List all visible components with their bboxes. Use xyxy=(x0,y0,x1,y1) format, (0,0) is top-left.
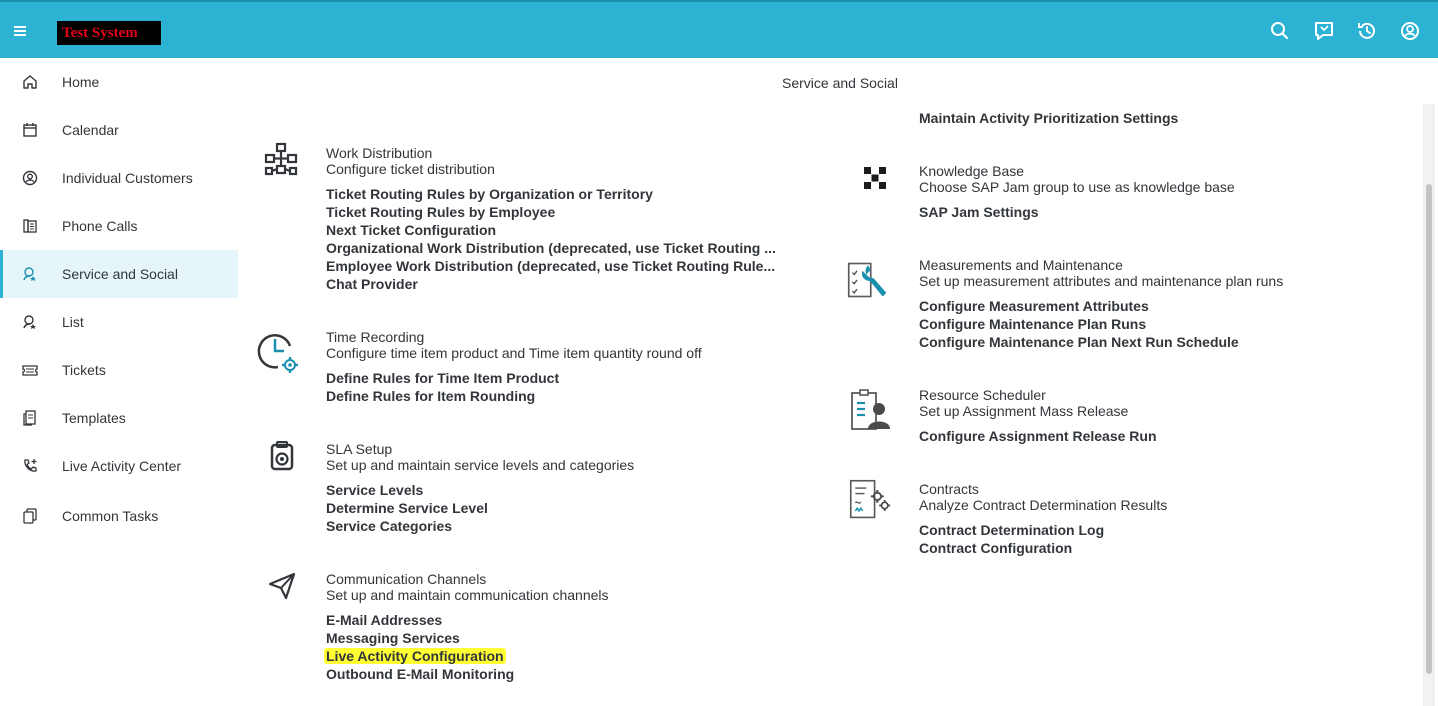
sidebar-item-label: Common Tasks xyxy=(62,508,159,524)
templates-icon xyxy=(21,409,39,427)
sidebar-item-label: Templates xyxy=(62,410,126,426)
link-time-item-product[interactable]: Define Rules for Time Item Product xyxy=(326,370,560,386)
sidebar-item-common-tasks[interactable] xyxy=(0,492,238,540)
section-subtitle: Analyze Contract Determination Results xyxy=(919,497,1168,513)
section-subtitle: Set up measurement attributes and maintenance plan runs xyxy=(919,273,1284,289)
link-ticket-routing-org[interactable]: Ticket Routing Rules by Organization or Territory xyxy=(326,186,653,202)
link-org-work-distribution[interactable]: Organizational Work Distribution (deprecated, use Ticket Routing ... xyxy=(326,240,776,256)
ticket-icon xyxy=(21,361,39,379)
sla-icon xyxy=(260,436,304,480)
paper-plane-icon xyxy=(260,564,304,608)
link-maintenance-plan-schedule[interactable]: Configure Maintenance Plan Next Run Schedule xyxy=(919,334,1239,350)
link-messaging-services[interactable]: Messaging Services xyxy=(326,630,460,646)
section-title-work-distribution: Work Distribution xyxy=(326,145,433,161)
link-next-ticket-config[interactable]: Next Ticket Configuration xyxy=(326,222,497,238)
section-subtitle: Choose SAP Jam group to use as knowledge base xyxy=(919,179,1235,195)
sidebar-item-templates[interactable] xyxy=(0,394,238,442)
link-live-activity-configuration[interactable]: Live Activity Configuration xyxy=(326,648,504,664)
sidebar-item-label: Home xyxy=(62,74,100,90)
link-assignment-release-run[interactable]: Configure Assignment Release Run xyxy=(919,428,1157,444)
shell-header xyxy=(0,0,1438,58)
list-icon xyxy=(21,313,39,331)
link-chat-provider[interactable]: Chat Provider xyxy=(326,276,418,292)
contract-icon xyxy=(848,478,892,522)
history-icon[interactable] xyxy=(1356,20,1378,42)
link-service-categories[interactable]: Service Categories xyxy=(326,518,453,534)
network-icon xyxy=(260,140,304,184)
sidebar-item-label: Tickets xyxy=(62,362,106,378)
sidebar-item-home[interactable] xyxy=(0,58,238,106)
section-subtitle: Set up and maintain communication channels xyxy=(326,587,609,603)
link-maintenance-plan-runs[interactable]: Configure Maintenance Plan Runs xyxy=(919,316,1147,332)
sidebar-item-label: Live Activity Center xyxy=(62,458,182,474)
phone-calls-icon xyxy=(21,217,39,235)
link-outbound-email-monitoring[interactable]: Outbound E-Mail Monitoring xyxy=(326,666,515,682)
sidebar-item-phone-calls[interactable] xyxy=(0,202,238,250)
section-subtitle: Configure ticket distribution xyxy=(326,161,495,177)
section-title-time-recording: Time Recording xyxy=(326,329,425,345)
section-title-contracts: Contracts xyxy=(919,481,979,497)
wrench-clipboard-icon xyxy=(846,258,890,302)
link-contract-determination-log[interactable]: Contract Determination Log xyxy=(919,522,1105,538)
clock-settings-icon xyxy=(254,329,298,373)
section-title-sla-setup: SLA Setup xyxy=(326,441,393,457)
sidebar xyxy=(0,58,238,706)
sidebar-item-live-activity-center[interactable] xyxy=(0,442,238,490)
section-title-communication-channels: Communication Channels xyxy=(326,571,487,587)
section-subtitle: Configure time item product and Time item quantity round off xyxy=(326,345,702,361)
sidebar-item-tickets[interactable] xyxy=(0,346,238,394)
link-item-rounding[interactable]: Define Rules for Item Rounding xyxy=(326,388,536,404)
sidebar-item-calendar[interactable] xyxy=(0,106,238,154)
section-title-resource-scheduler: Resource Scheduler xyxy=(919,387,1046,403)
link-service-levels[interactable]: Service Levels xyxy=(326,482,424,498)
sidebar-item-label: Calendar xyxy=(62,122,119,138)
search-icon[interactable] xyxy=(1269,20,1291,42)
sidebar-item-individual-customers[interactable] xyxy=(0,154,238,202)
feedback-icon[interactable] xyxy=(1313,20,1335,42)
sidebar-item-label: List xyxy=(62,314,84,330)
link-email-addresses[interactable]: E-Mail Addresses xyxy=(326,612,443,628)
section-title-measurements-maintenance: Measurements and Maintenance xyxy=(919,257,1123,273)
link-contract-configuration[interactable]: Contract Configuration xyxy=(919,540,1073,556)
link-employee-work-distribution[interactable]: Employee Work Distribution (deprecated, use Ticket Routing Rule... xyxy=(326,258,776,274)
link-determine-service-level[interactable]: Determine Service Level xyxy=(326,500,488,516)
link-measurement-attributes[interactable]: Configure Measurement Attributes xyxy=(919,298,1149,314)
sidebar-item-service-and-social[interactable] xyxy=(0,250,238,298)
link-activity-prioritization[interactable]: Maintain Activity Prioritization Settings xyxy=(919,110,1179,126)
section-subtitle: Set up Assignment Mass Release xyxy=(919,403,1129,419)
calendar-icon xyxy=(21,121,39,139)
sidebar-item-label: Service and Social xyxy=(62,266,178,282)
sidebar-item-label: Individual Customers xyxy=(62,170,193,186)
link-sap-jam-settings[interactable]: SAP Jam Settings xyxy=(919,204,1039,220)
page-title: Service and Social xyxy=(782,75,898,91)
customer-icon xyxy=(21,169,39,187)
user-icon[interactable] xyxy=(1399,20,1421,42)
resource-scheduler-icon xyxy=(848,387,892,431)
menu-icon[interactable] xyxy=(10,20,32,42)
home-icon xyxy=(21,73,39,91)
section-subtitle: Set up and maintain service levels and categories xyxy=(326,457,635,473)
live-activity-icon xyxy=(21,457,39,475)
logo: Test System xyxy=(57,21,161,45)
sidebar-item-label: Phone Calls xyxy=(62,218,138,234)
link-ticket-routing-employee[interactable]: Ticket Routing Rules by Employee xyxy=(326,204,556,220)
jam-icon xyxy=(853,156,897,200)
section-title-knowledge-base: Knowledge Base xyxy=(919,163,1025,179)
vertical-scrollbar[interactable] xyxy=(1423,104,1435,706)
tasks-icon xyxy=(21,507,39,525)
sidebar-item-list[interactable] xyxy=(0,298,238,346)
service-icon xyxy=(21,265,39,283)
scrollbar-thumb[interactable] xyxy=(1426,184,1432,674)
